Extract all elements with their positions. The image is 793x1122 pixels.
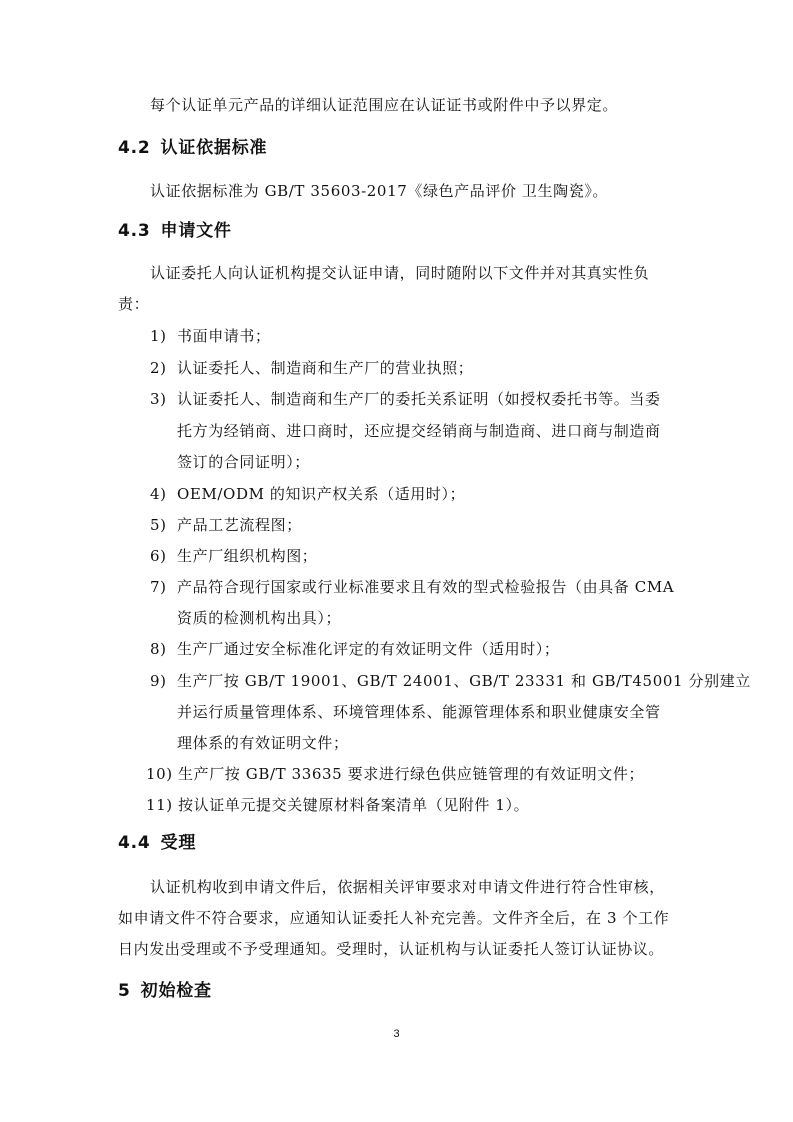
section-heading-4-4 xyxy=(118,832,196,854)
list-item-text: 按认证单元提交关键原材料备案清单（见附件 1）。 xyxy=(178,796,530,814)
list-item-text: OEM/ODM 的知识产权关系（适用时）； xyxy=(177,485,466,503)
section-title: 认证依据标准 xyxy=(160,138,268,158)
list-item-text: 理体系的有效证明文件； xyxy=(177,734,349,752)
list-item-number: 1) xyxy=(150,327,167,345)
section-4-4-line-1: 认证机构收到申请文件后，依据相关评审要求对申请文件进行符合性审核， xyxy=(150,878,665,896)
list-item-text: 生产厂组织机构图； xyxy=(177,547,318,565)
list-item-number: 8) xyxy=(150,640,167,658)
intro-paragraph: 每个认证单元产品的详细认证范围应在认证证书或附件中予以界定。 xyxy=(150,96,619,114)
list-item-number: 2) xyxy=(150,359,167,377)
list-item-text: 认证委托人、制造商和生产厂的委托关系证明（如授权委托书等。当委 xyxy=(177,390,661,408)
list-item-text: 产品符合现行国家或行业标准要求且有效的型式检验报告（由具备 CMA xyxy=(177,578,675,596)
list-item-number: 7) xyxy=(150,578,167,596)
section-heading-4-2 xyxy=(118,137,267,159)
list-item-text: 生产厂通过安全标准化评定的有效证明文件（适用时）； xyxy=(177,640,560,658)
list-item-number: 6) xyxy=(150,547,167,565)
list-item-number: 11) xyxy=(146,796,173,814)
section-number: 4.2 xyxy=(118,138,151,158)
section-number: 4.4 xyxy=(118,833,151,853)
section-title: 申请文件 xyxy=(160,221,232,241)
list-item-text: 托方为经销商、进口商时，还应提交经销商与制造商、进口商与制造商 xyxy=(177,422,661,440)
list-item-number: 5) xyxy=(150,516,167,534)
list-item-text: 生产厂按 GB/T 19001、GB/T 24001、GB/T 23331 和 GB/T45001 分别建立 xyxy=(177,672,751,690)
list-item-text: 产品工艺流程图； xyxy=(177,516,302,534)
section-heading-4-3 xyxy=(118,220,232,242)
list-item-text: 书面申请书； xyxy=(177,327,271,345)
list-item-number: 3) xyxy=(150,390,167,408)
list-item-text: 并运行质量管理体系、环境管理体系、能源管理体系和职业健康安全管 xyxy=(177,703,661,721)
section-4-3-intro-line-1: 认证委托人向认证机构提交认证申请，同时随附以下文件并对其真实性负 xyxy=(150,264,650,282)
section-title: 初始检查 xyxy=(140,981,212,1001)
section-4-4-line-2: 如申请文件不符合要求，应通知认证委托人补充完善。文件齐全后，在 3 个工作 xyxy=(118,909,670,927)
section-4-2-body: 认证依据标准为 GB/T 35603-2017《绿色产品评价 卫生陶瓷》。 xyxy=(150,182,609,200)
list-item-number: 10) xyxy=(146,765,173,783)
section-4-3-intro-line-2: 责： xyxy=(118,295,150,313)
section-number: 4.3 xyxy=(118,221,151,241)
list-item-text: 资质的检测机构出具）； xyxy=(177,609,342,627)
section-title: 受理 xyxy=(160,833,197,853)
list-item-text: 签订的合同证明）； xyxy=(177,453,310,471)
section-number: 5 xyxy=(118,981,131,1001)
list-item-number: 4) xyxy=(150,485,167,503)
section-heading-5 xyxy=(118,980,212,1002)
list-item-text: 生产厂按 GB/T 33635 要求进行绿色供应链管理的有效证明文件； xyxy=(178,765,645,783)
section-4-4-line-3: 日内发出受理或不予受理通知。受理时，认证机构与认证委托人签订认证协议。 xyxy=(118,940,665,958)
list-item-number: 9) xyxy=(150,672,167,690)
list-item-text: 认证委托人、制造商和生产厂的营业执照； xyxy=(177,359,474,377)
page-number: 3 xyxy=(393,1028,400,1040)
